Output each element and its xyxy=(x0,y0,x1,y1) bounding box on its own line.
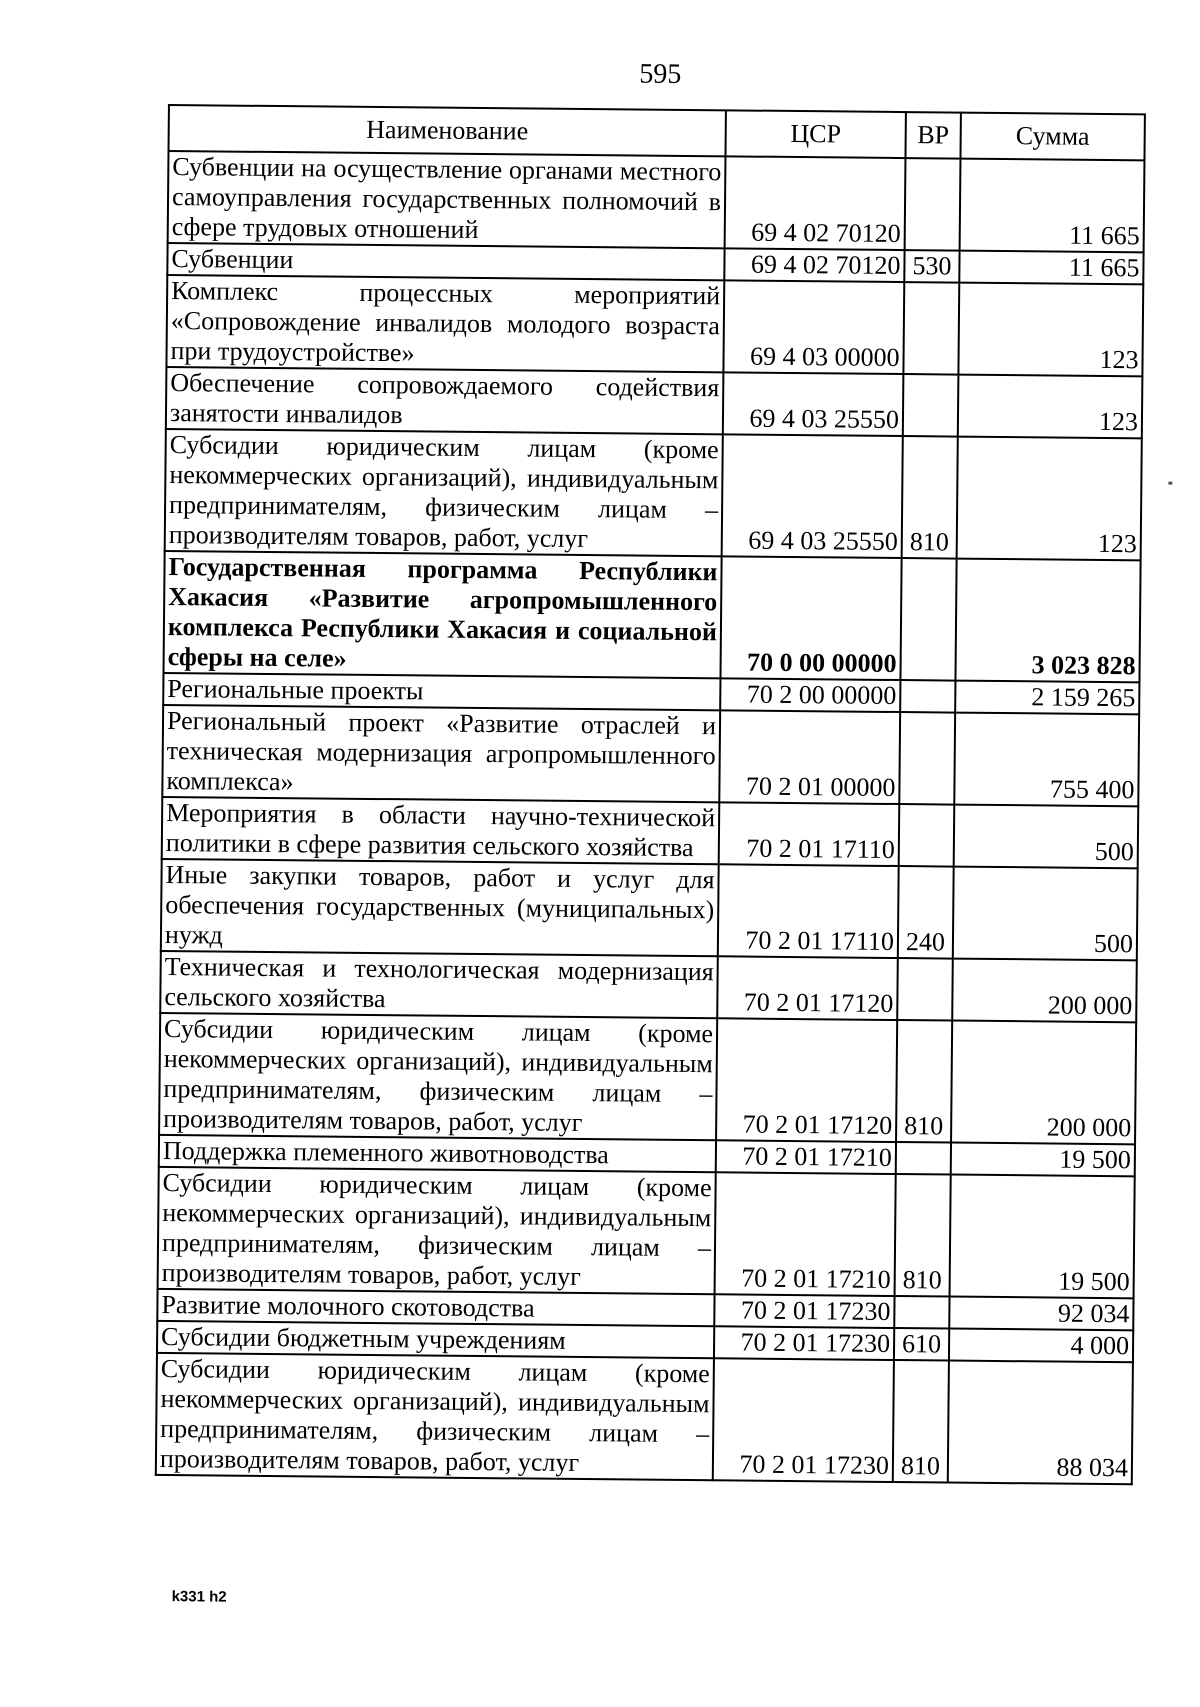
cell-sum: 11 665 xyxy=(959,251,1143,285)
header-csr: ЦСР xyxy=(725,110,905,158)
header-vr: ВР xyxy=(905,112,960,159)
cell-sum: 123 xyxy=(958,283,1143,377)
cell-csr: 70 2 01 17210 xyxy=(715,1172,896,1296)
cell-sum: 3 023 828 xyxy=(955,559,1140,683)
cell-csr: 70 2 01 17120 xyxy=(717,956,898,1020)
cell-sum: 19 500 xyxy=(951,1143,1135,1177)
cell-csr: 70 2 01 17210 xyxy=(716,1140,896,1174)
cell-vr: 810 xyxy=(893,1360,949,1483)
cell-vr xyxy=(899,804,955,867)
cell-vr xyxy=(897,958,953,1021)
cell-csr: 70 2 01 17110 xyxy=(719,802,900,866)
scan-speck xyxy=(1168,482,1172,485)
footer-code: k331 h2 xyxy=(171,1588,227,1606)
cell-vr xyxy=(896,1142,951,1175)
table-row xyxy=(166,275,1143,376)
cell-vr xyxy=(905,158,961,251)
cell-sum: 4 000 xyxy=(949,1329,1133,1363)
cell-sum: 123 xyxy=(958,375,1143,439)
cell-vr xyxy=(903,374,959,437)
cell-csr: 69 4 02 70120 xyxy=(725,156,906,250)
table-row xyxy=(158,1167,1135,1298)
cell-csr: 70 2 01 17230 xyxy=(713,1358,894,1482)
cell-vr: 530 xyxy=(904,250,959,283)
table-row xyxy=(156,1353,1133,1484)
cell-name: Региональные проекты xyxy=(163,673,720,710)
cell-vr xyxy=(900,558,956,681)
cell-vr: 240 xyxy=(898,866,954,959)
cell-sum: 19 500 xyxy=(950,1175,1135,1299)
cell-sum: 500 xyxy=(953,867,1138,961)
cell-vr xyxy=(899,712,955,805)
cell-name: Поддержка племенного животноводства xyxy=(159,1135,716,1172)
table-row xyxy=(160,951,1137,1022)
cell-csr: 70 2 01 00000 xyxy=(719,710,900,804)
header-sum: Сумма xyxy=(960,113,1144,161)
table-body xyxy=(156,151,1145,1484)
cell-name: Субсидии юридическим лицам (кроме некоммерческих организаций), индивидуальным предпринимателям, физическим лицам – производителям товаров, работ, услуг xyxy=(165,429,723,556)
budget-table xyxy=(155,104,1146,1485)
cell-sum: 123 xyxy=(957,437,1142,561)
cell-csr: 70 0 00 00000 xyxy=(720,556,901,680)
cell-csr: 70 2 01 17230 xyxy=(714,1326,894,1360)
cell-sum: 2 159 265 xyxy=(955,681,1139,715)
cell-vr: 810 xyxy=(895,1174,951,1297)
cell-csr: 70 2 01 17120 xyxy=(716,1018,897,1142)
cell-name: Мероприятия в области научно-технической политики в сфере развития сельского хозяйства xyxy=(162,797,720,864)
header-name: Наименование xyxy=(169,105,726,156)
table-row xyxy=(162,705,1139,806)
cell-sum: 755 400 xyxy=(954,713,1139,807)
table-row xyxy=(163,551,1140,682)
cell-sum: 200 000 xyxy=(951,1021,1136,1145)
cell-vr xyxy=(903,282,959,375)
cell-name: Субсидии юридическим лицам (кроме некоммерческих организаций), индивидуальным предпринимателям, физическим лицам – производителям товаров, работ, услуг xyxy=(159,1013,717,1140)
cell-sum: 500 xyxy=(954,805,1139,869)
cell-csr: 69 4 02 70120 xyxy=(724,248,904,282)
cell-name: Субсидии юридическим лицам (кроме некоммерческих организаций), индивидуальным предпринимателям, физическим лицам – производителям товаров, работ, услуг xyxy=(158,1167,716,1294)
cell-csr: 69 4 03 00000 xyxy=(723,280,904,374)
cell-sum: 92 034 xyxy=(949,1297,1133,1331)
cell-name: Субвенции xyxy=(167,243,724,280)
table-row xyxy=(162,797,1139,868)
cell-name: Субсидии бюджетным учреждениям xyxy=(157,1321,714,1358)
table-row xyxy=(159,1013,1136,1144)
cell-name: Обеспечение сопровождаемого содействия занятости инвалидов xyxy=(166,367,724,434)
cell-csr: 69 4 03 25550 xyxy=(722,434,903,558)
cell-vr: 810 xyxy=(902,436,958,559)
cell-name: Иные закупки товаров, работ и услуг для обеспечения государственных (муниципальных) нужд xyxy=(161,859,719,956)
cell-name: Субсидии юридическим лицам (кроме некоммерческих организаций), индивидуальным предпринимателям, физическим лицам – производителям товаров, работ, услуг xyxy=(156,1353,714,1480)
cell-csr: 70 2 01 17110 xyxy=(718,864,899,958)
table-row xyxy=(165,429,1142,560)
cell-name: Комплекс процессных мероприятий «Сопровождение инвалидов молодого возраста при трудоустройстве» xyxy=(166,275,724,372)
cell-vr: 810 xyxy=(896,1020,952,1143)
table-row xyxy=(161,859,1138,960)
cell-sum: 200 000 xyxy=(952,959,1137,1023)
cell-vr: 610 xyxy=(894,1328,949,1361)
cell-name: Субвенции на осуществление органами местного самоуправления государственных полномочий в сфере трудовых отношений xyxy=(168,151,726,248)
cell-name: Развитие молочного скотоводства xyxy=(157,1289,714,1326)
cell-name: Региональный проект «Развитие отраслей и техническая модернизация агропромышленного комплекса» xyxy=(162,705,720,802)
cell-csr: 70 2 01 17230 xyxy=(714,1294,894,1328)
cell-csr: 69 4 03 25550 xyxy=(723,372,904,436)
table-row xyxy=(166,367,1143,438)
cell-sum: 11 665 xyxy=(960,159,1145,253)
cell-name: Государственная программа Республики Хакасия «Развитие агропромышленного комплекса Республики Хакасия и социальной сферы на селе» xyxy=(163,551,721,678)
table-row xyxy=(168,151,1145,252)
page-number: 595 xyxy=(639,58,682,90)
cell-vr xyxy=(900,680,955,713)
cell-csr: 70 2 00 00000 xyxy=(720,678,900,712)
cell-vr xyxy=(894,1296,949,1329)
cell-name: Техническая и технологическая модернизация сельского хозяйства xyxy=(160,951,718,1018)
cell-sum: 88 034 xyxy=(948,1361,1133,1485)
